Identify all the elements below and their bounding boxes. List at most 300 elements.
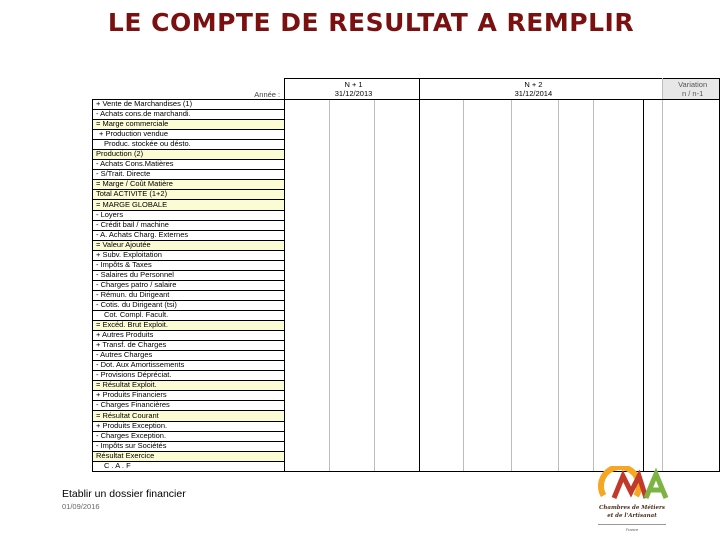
value-cell[interactable] [330,461,375,471]
value-cell[interactable] [463,190,511,200]
value-cell[interactable] [330,200,375,210]
value-cell[interactable] [375,371,420,381]
value-cell[interactable] [593,371,644,381]
value-cell[interactable] [663,290,720,300]
value-cell[interactable] [593,180,644,190]
value-cell[interactable] [559,310,594,320]
value-cell[interactable] [330,451,375,461]
value-cell[interactable] [511,190,558,200]
value-cell[interactable] [375,110,420,120]
value-cell[interactable] [644,190,663,200]
value-cell[interactable] [463,240,511,250]
value-cell[interactable] [419,240,463,250]
value-cell[interactable] [559,240,594,250]
value-cell[interactable] [285,250,330,260]
value-cell[interactable] [375,290,420,300]
value-cell[interactable] [419,361,463,371]
value-cell[interactable] [419,190,463,200]
value-cell[interactable] [644,200,663,210]
value-cell[interactable] [644,431,663,441]
value-cell[interactable] [663,200,720,210]
value-cell[interactable] [593,280,644,290]
value-cell[interactable] [559,381,594,391]
value-cell[interactable] [511,351,558,361]
value-cell[interactable] [330,250,375,260]
value-cell[interactable] [559,451,594,461]
value-cell[interactable] [285,190,330,200]
value-cell[interactable] [463,120,511,130]
value-cell[interactable] [330,411,375,421]
value-cell[interactable] [593,401,644,411]
value-cell[interactable] [663,120,720,130]
value-cell[interactable] [330,260,375,270]
value-cell[interactable] [419,150,463,160]
value-cell[interactable] [644,100,663,110]
value-cell[interactable] [330,401,375,411]
value-cell[interactable] [463,351,511,361]
value-cell[interactable] [559,160,594,170]
value-cell[interactable] [285,421,330,431]
value-cell[interactable] [285,100,330,110]
value-cell[interactable] [511,170,558,180]
value-cell[interactable] [419,371,463,381]
value-cell[interactable] [463,160,511,170]
value-cell[interactable] [419,290,463,300]
value-cell[interactable] [644,220,663,230]
value-cell[interactable] [375,260,420,270]
value-cell[interactable] [511,461,558,471]
value-cell[interactable] [644,260,663,270]
value-cell[interactable] [375,240,420,250]
value-cell[interactable] [330,300,375,310]
value-cell[interactable] [419,140,463,150]
value-cell[interactable] [663,331,720,341]
value-cell[interactable] [663,190,720,200]
value-cell[interactable] [559,100,594,110]
value-cell[interactable] [463,341,511,351]
value-cell[interactable] [593,110,644,120]
value-cell[interactable] [511,431,558,441]
value-cell[interactable] [559,110,594,120]
value-cell[interactable] [419,351,463,361]
value-cell[interactable] [644,351,663,361]
value-cell[interactable] [463,451,511,461]
value-cell[interactable] [644,371,663,381]
value-cell[interactable] [593,270,644,280]
value-cell[interactable] [511,300,558,310]
value-cell[interactable] [644,280,663,290]
value-cell[interactable] [330,120,375,130]
value-cell[interactable] [463,411,511,421]
value-cell[interactable] [644,310,663,320]
value-cell[interactable] [511,361,558,371]
value-cell[interactable] [593,140,644,150]
value-cell[interactable] [644,120,663,130]
value-cell[interactable] [559,140,594,150]
value-cell[interactable] [330,160,375,170]
value-cell[interactable] [285,220,330,230]
value-cell[interactable] [375,120,420,130]
value-cell[interactable] [593,200,644,210]
value-cell[interactable] [285,371,330,381]
value-cell[interactable] [419,321,463,331]
value-cell[interactable] [559,441,594,451]
value-cell[interactable] [419,120,463,130]
value-cell[interactable] [644,451,663,461]
value-cell[interactable] [375,431,420,441]
value-cell[interactable] [330,190,375,200]
value-cell[interactable] [644,160,663,170]
value-cell[interactable] [330,230,375,240]
value-cell[interactable] [419,260,463,270]
value-cell[interactable] [511,280,558,290]
value-cell[interactable] [663,130,720,140]
value-cell[interactable] [419,220,463,230]
value-cell[interactable] [330,371,375,381]
value-cell[interactable] [559,391,594,401]
value-cell[interactable] [419,391,463,401]
value-cell[interactable] [644,250,663,260]
value-cell[interactable] [663,250,720,260]
value-cell[interactable] [463,280,511,290]
value-cell[interactable] [511,150,558,160]
value-cell[interactable] [419,310,463,320]
value-cell[interactable] [593,351,644,361]
value-cell[interactable] [644,150,663,160]
value-cell[interactable] [511,421,558,431]
value-cell[interactable] [330,140,375,150]
value-cell[interactable] [511,381,558,391]
value-cell[interactable] [375,150,420,160]
value-cell[interactable] [644,140,663,150]
value-cell[interactable] [375,321,420,331]
value-cell[interactable] [559,331,594,341]
value-cell[interactable] [285,280,330,290]
value-cell[interactable] [463,200,511,210]
value-cell[interactable] [644,391,663,401]
value-cell[interactable] [330,290,375,300]
value-cell[interactable] [593,300,644,310]
value-cell[interactable] [559,321,594,331]
value-cell[interactable] [463,290,511,300]
value-cell[interactable] [330,431,375,441]
value-cell[interactable] [375,461,420,471]
value-cell[interactable] [419,130,463,140]
value-cell[interactable] [511,130,558,140]
value-cell[interactable] [285,361,330,371]
value-cell[interactable] [511,310,558,320]
value-cell[interactable] [330,150,375,160]
value-cell[interactable] [285,300,330,310]
value-cell[interactable] [375,130,420,140]
value-cell[interactable] [644,240,663,250]
value-cell[interactable] [419,210,463,220]
value-cell[interactable] [511,341,558,351]
value-cell[interactable] [330,270,375,280]
value-cell[interactable] [511,200,558,210]
value-cell[interactable] [285,180,330,190]
value-cell[interactable] [559,290,594,300]
value-cell[interactable] [559,300,594,310]
value-cell[interactable] [511,391,558,401]
value-cell[interactable] [644,341,663,351]
value-cell[interactable] [285,451,330,461]
value-cell[interactable] [593,250,644,260]
value-cell[interactable] [463,170,511,180]
value-cell[interactable] [663,100,720,110]
value-cell[interactable] [593,341,644,351]
value-cell[interactable] [663,441,720,451]
value-cell[interactable] [285,150,330,160]
value-cell[interactable] [511,331,558,341]
value-cell[interactable] [419,270,463,280]
value-cell[interactable] [330,280,375,290]
value-cell[interactable] [511,260,558,270]
value-cell[interactable] [559,431,594,441]
value-cell[interactable] [593,431,644,441]
value-cell[interactable] [285,321,330,331]
value-cell[interactable] [463,401,511,411]
value-cell[interactable] [644,300,663,310]
value-cell[interactable] [375,210,420,220]
value-cell[interactable] [644,401,663,411]
value-cell[interactable] [511,110,558,120]
value-cell[interactable] [375,361,420,371]
value-cell[interactable] [559,200,594,210]
value-cell[interactable] [375,421,420,431]
value-cell[interactable] [511,371,558,381]
value-cell[interactable] [559,361,594,371]
value-cell[interactable] [593,260,644,270]
value-cell[interactable] [285,391,330,401]
value-cell[interactable] [375,401,420,411]
value-cell[interactable] [330,441,375,451]
value-cell[interactable] [419,300,463,310]
value-cell[interactable] [330,220,375,230]
value-cell[interactable] [511,451,558,461]
value-cell[interactable] [330,170,375,180]
value-cell[interactable] [375,250,420,260]
value-cell[interactable] [285,110,330,120]
value-cell[interactable] [330,100,375,110]
value-cell[interactable] [559,270,594,280]
value-cell[interactable] [593,411,644,421]
value-cell[interactable] [285,381,330,391]
value-cell[interactable] [559,371,594,381]
value-cell[interactable] [285,270,330,280]
value-cell[interactable] [285,341,330,351]
value-cell[interactable] [511,230,558,240]
value-cell[interactable] [419,401,463,411]
value-cell[interactable] [285,200,330,210]
value-cell[interactable] [663,270,720,280]
value-cell[interactable] [330,391,375,401]
value-cell[interactable] [559,260,594,270]
value-cell[interactable] [375,190,420,200]
value-cell[interactable] [463,210,511,220]
value-cell[interactable] [559,170,594,180]
value-cell[interactable] [644,321,663,331]
value-cell[interactable] [663,220,720,230]
value-cell[interactable] [330,421,375,431]
value-cell[interactable] [285,461,330,471]
value-cell[interactable] [559,461,594,471]
value-cell[interactable] [663,310,720,320]
value-cell[interactable] [644,441,663,451]
value-cell[interactable] [375,351,420,361]
value-cell[interactable] [463,300,511,310]
value-cell[interactable] [419,280,463,290]
value-cell[interactable] [375,180,420,190]
value-cell[interactable] [375,140,420,150]
value-cell[interactable] [663,401,720,411]
value-cell[interactable] [593,361,644,371]
value-cell[interactable] [419,431,463,441]
value-cell[interactable] [644,270,663,280]
value-cell[interactable] [644,361,663,371]
value-cell[interactable] [593,190,644,200]
value-cell[interactable] [375,100,420,110]
value-cell[interactable] [511,250,558,260]
value-cell[interactable] [559,280,594,290]
value-cell[interactable] [511,100,558,110]
value-cell[interactable] [419,100,463,110]
value-cell[interactable] [511,140,558,150]
value-cell[interactable] [663,361,720,371]
value-cell[interactable] [663,321,720,331]
value-cell[interactable] [463,140,511,150]
value-cell[interactable] [330,310,375,320]
value-cell[interactable] [463,180,511,190]
value-cell[interactable] [419,200,463,210]
value-cell[interactable] [330,321,375,331]
value-cell[interactable] [419,250,463,260]
value-cell[interactable] [285,240,330,250]
value-cell[interactable] [285,431,330,441]
value-cell[interactable] [419,451,463,461]
value-cell[interactable] [285,130,330,140]
value-cell[interactable] [663,341,720,351]
value-cell[interactable] [663,210,720,220]
value-cell[interactable] [644,230,663,240]
value-cell[interactable] [463,371,511,381]
value-cell[interactable] [644,110,663,120]
value-cell[interactable] [463,220,511,230]
value-cell[interactable] [330,331,375,341]
value-cell[interactable] [559,120,594,130]
value-cell[interactable] [330,351,375,361]
value-cell[interactable] [663,240,720,250]
value-cell[interactable] [593,170,644,180]
value-cell[interactable] [463,321,511,331]
value-cell[interactable] [375,381,420,391]
value-cell[interactable] [663,260,720,270]
value-cell[interactable] [593,441,644,451]
value-cell[interactable] [559,351,594,361]
value-cell[interactable] [663,300,720,310]
value-cell[interactable] [663,411,720,421]
value-cell[interactable] [593,310,644,320]
value-cell[interactable] [419,411,463,421]
value-cell[interactable] [330,130,375,140]
value-cell[interactable] [559,180,594,190]
value-cell[interactable] [593,240,644,250]
value-cell[interactable] [593,230,644,240]
value-cell[interactable] [593,451,644,461]
value-cell[interactable] [285,140,330,150]
value-cell[interactable] [511,160,558,170]
value-cell[interactable] [375,441,420,451]
value-cell[interactable] [375,451,420,461]
value-cell[interactable] [463,150,511,160]
value-cell[interactable] [511,441,558,451]
value-cell[interactable] [593,210,644,220]
value-cell[interactable] [375,160,420,170]
value-cell[interactable] [511,411,558,421]
value-cell[interactable] [663,431,720,441]
value-cell[interactable] [285,351,330,361]
value-cell[interactable] [663,381,720,391]
value-cell[interactable] [511,120,558,130]
value-cell[interactable] [419,461,463,471]
value-cell[interactable] [663,140,720,150]
value-cell[interactable] [593,160,644,170]
value-cell[interactable] [375,411,420,421]
value-cell[interactable] [375,200,420,210]
value-cell[interactable] [375,341,420,351]
value-cell[interactable] [285,411,330,421]
value-cell[interactable] [285,310,330,320]
value-cell[interactable] [375,331,420,341]
value-cell[interactable] [285,160,330,170]
value-cell[interactable] [419,331,463,341]
value-cell[interactable] [330,341,375,351]
value-cell[interactable] [285,260,330,270]
value-cell[interactable] [463,391,511,401]
value-cell[interactable] [330,110,375,120]
value-cell[interactable] [463,381,511,391]
value-cell[interactable] [663,150,720,160]
value-cell[interactable] [559,421,594,431]
value-cell[interactable] [463,331,511,341]
value-cell[interactable] [644,210,663,220]
value-cell[interactable] [559,401,594,411]
value-cell[interactable] [644,180,663,190]
value-cell[interactable] [285,230,330,240]
value-cell[interactable] [463,431,511,441]
value-cell[interactable] [663,180,720,190]
value-cell[interactable] [559,341,594,351]
value-cell[interactable] [285,120,330,130]
value-cell[interactable] [285,401,330,411]
value-cell[interactable] [285,331,330,341]
value-cell[interactable] [663,461,720,471]
value-cell[interactable] [559,230,594,240]
value-cell[interactable] [559,190,594,200]
value-cell[interactable] [559,220,594,230]
value-cell[interactable] [375,270,420,280]
value-cell[interactable] [559,130,594,140]
value-cell[interactable] [663,391,720,401]
value-cell[interactable] [375,280,420,290]
value-cell[interactable] [463,250,511,260]
value-cell[interactable] [419,170,463,180]
value-cell[interactable] [511,321,558,331]
value-cell[interactable] [375,310,420,320]
value-cell[interactable] [463,100,511,110]
value-cell[interactable] [511,270,558,280]
value-cell[interactable] [419,381,463,391]
